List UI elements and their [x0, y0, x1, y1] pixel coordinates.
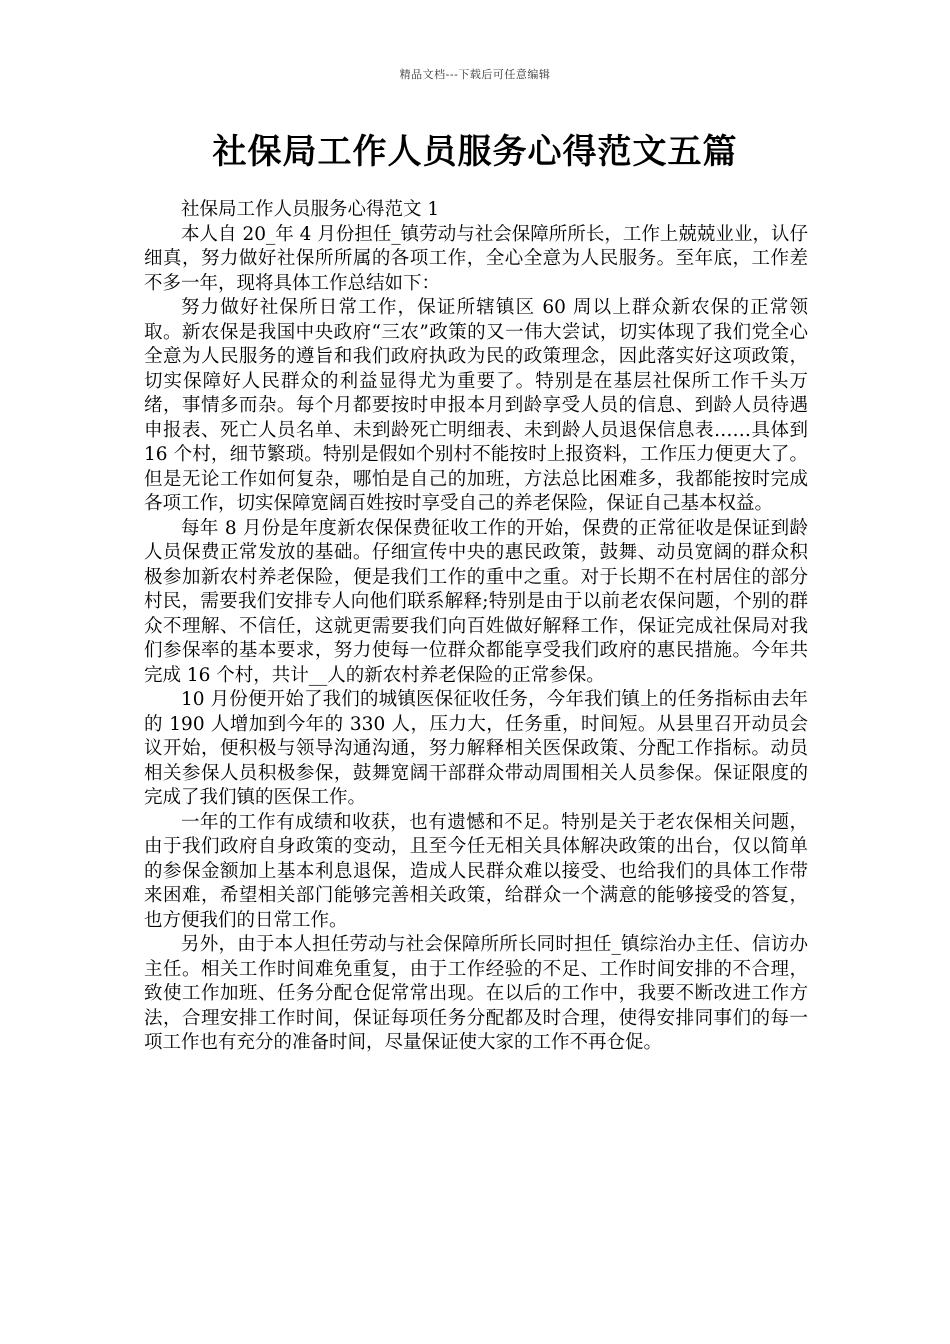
- paragraph: 每年 8 月份是年度新农保保费征收工作的开始，保费的正常征收是保证到龄人员保费正常发放的基础。仔细宣传中央的惠民政策，鼓舞、动员宽阔的群众积极参加新农村养老保险，便是我们工作的重中之重。对于长期不在村居住的部分村民，需要我们安排专人向他们联系解释;特别是由于以前老农保问题，个别的群众不理解、不信任，这就更需要我们向百姓做好解释工作，保证完成社保局对我们参保率的基本要求，努力使每一位群众都能享受我们政府的惠民措施。今年共完成 16 个村，共计__人的新农村养老保险的正常参保。: [144, 517, 808, 686]
- section-subtitle: 社保局工作人员服务心得范文 1: [181, 199, 440, 220]
- paragraph: 努力做好社保所日常工作，保证所辖镇区 60 周以上群众新农保的正常领取。新农保是我国中央政府“三农”政策的又一伟大尝试，切实体现了我们党全心全意为人民服务的遵旨和我们政府执政为民的政策理念，因此落实好这项政策，切实保障好人民群众的利益显得尤为重要了。特别是在基层社保所工作千头万绪，事情多而杂。每个月都要按时申报本月到龄享受人员的信息、到龄人员待遇申报表、死亡人员名单、未到龄死亡明细表、未到龄人员退保信息表……具体到 16 个村，细节繁琐。特别是假如个别村不能按时上报资料，工作压力便更大了。但是无论工作如何复杂，哪怕是自己的加班，方法总比困难多，我都能按时完成各项工作，切实保障宽阔百姓按时享受自己的养老保险，保证自己基本权益。: [144, 297, 808, 514]
- document-body: [144, 198, 808, 1056]
- header-note: 精品文档---下载后可任意编辑: [399, 68, 551, 81]
- document-title: 社保局工作人员服务心得范文五篇: [212, 132, 738, 172]
- paragraph: 一年的工作有成绩和收获，也有遗憾和不足。特别是关于老农保相关问题，由于我们政府自身政策的变动，且至今任无相关具体解决政策的出台，仅以简单的参保金额加上基本利息退保，造成人民群众难以接受、也给我们的具体工作带来困难，希望相关部门能够完善相关政策，给群众一个满意的能够接受的答复，也方便我们的日常工作。: [144, 811, 808, 931]
- paragraph: 另外，由于本人担任劳动与社会保障所所长同时担任_镇综治办主任、信访办主任。相关工作时间难免重复，由于工作经验的不足、工作时间安排的不合理，致使工作加班、任务分配仓促常常出现。在以后的工作中，我要不断改进工作方法，合理安排工作时间，保证每项任务分配都及时合理，使得安排同事们的每一项工作也有充分的准备时间，尽量保证使大家的工作不再仓促。: [144, 934, 808, 1053]
- paragraph: 10 月份便开始了我们的城镇医保征收任务，今年我们镇上的任务指标由去年的 190 人增加到今年的 330 人，压力大，任务重，时间短。从县里召开动员会议开始，便积极与领导沟通沟通，努力解释相关医保政策、分配工作指标。动员相关参保人员积极参保，鼓舞宽阔干部群众带动周围相关人员参保。保证限度的完成了我们镇的医保工作。: [144, 689, 808, 808]
- paragraph: 本人自 20_年 4 月份担任_镇劳动与社会保障所所长，工作上兢兢业业，认仔细真，努力做好社保所所属的各项工作，全心全意为人民服务。至年底，工作差不多一年，现将具体工作总结如下：: [144, 223, 808, 294]
